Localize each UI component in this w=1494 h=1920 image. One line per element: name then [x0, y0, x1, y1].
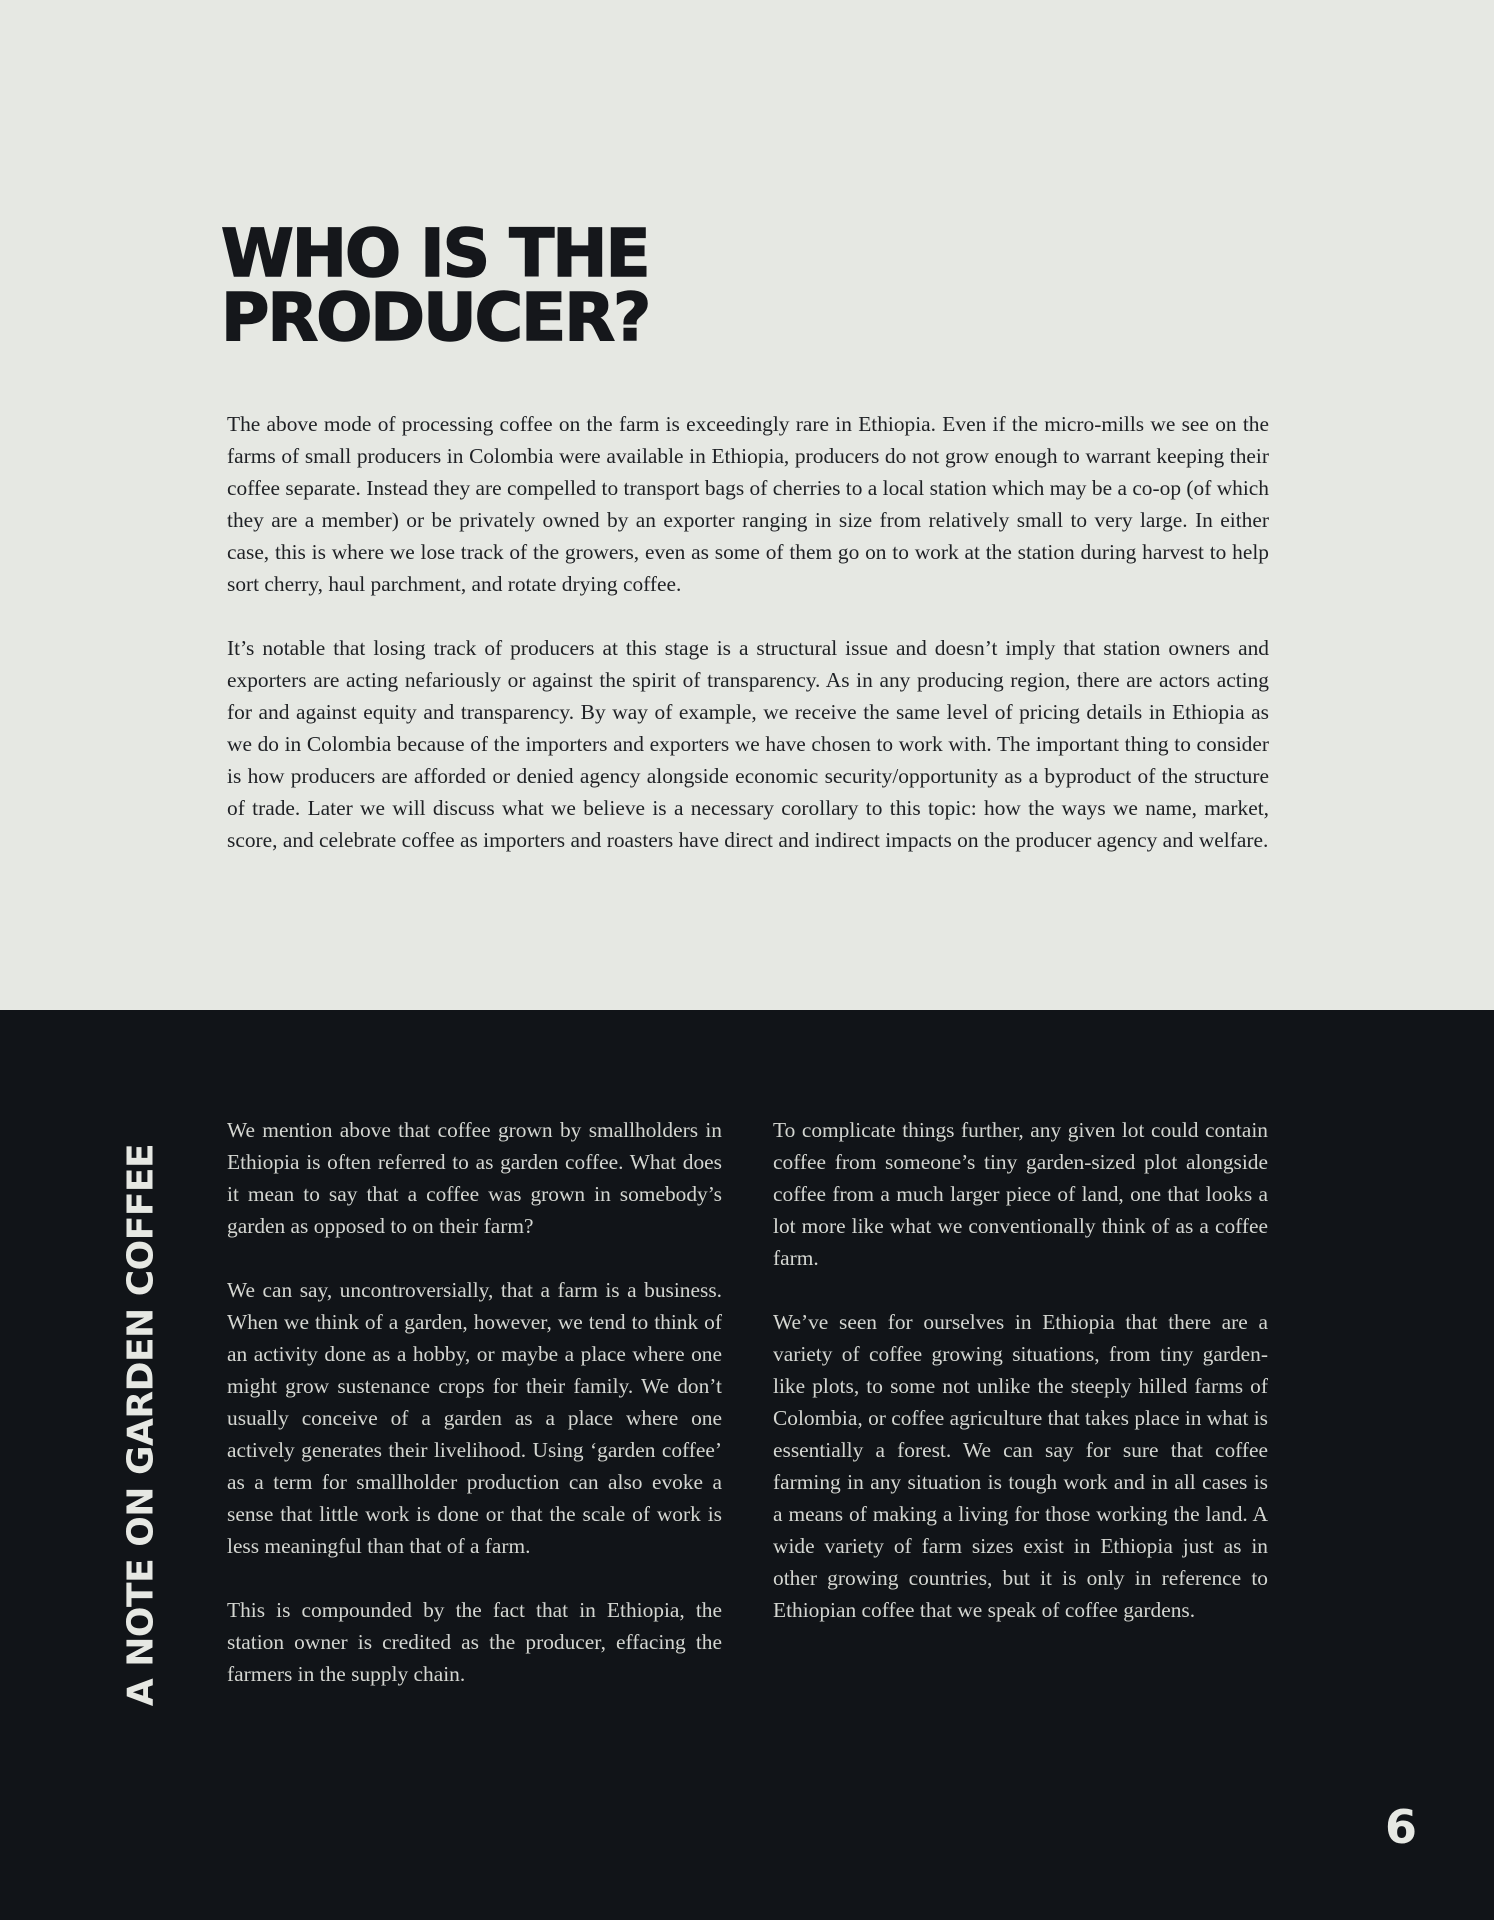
title-line-1: WHO IS THE: [221, 215, 649, 292]
bottom-section: [0, 1010, 1494, 1920]
left-paragraph-3: This is compounded by the fact that in Ethiopia, the station owner is credited as the producer, effacing the farmers in the supply chain.: [227, 1598, 722, 1686]
intro-text: [227, 408, 1269, 888]
title-line-2: PRODUCER?: [221, 279, 650, 356]
page-number: 6: [1384, 1800, 1417, 1854]
intro-paragraph-2: It’s notable that losing track of producers at this stage is a structural issue and doesn’t imply that station owners and exporters are acting nefariously or against the spirit of transparency. As in any producing region, there are actors acting for and against equity and transparency. By way of example, we receive the same level of pricing details in Ethiopia as we do in Colombia because of the importers and exporters we have chosen to work with. The important thing to consider is how producers are afforded or denied agency alongside economic security/opportunity as a byproduct of the structure of trade. Later we will discuss what we believe is a necessary corollary to this topic: how the ways we name, market, score, and celebrate coffee as importers and roasters have direct and indirect impacts on the producer agency and welfare.: [227, 636, 1269, 852]
intro-paragraph-1: The above mode of processing coffee on the farm is exceedingly rare in Ethiopia. Even if the micro-mills we see on the farms of small producers in Colombia were available in Ethiopia, producers do not grow enough to warrant keeping their coffee separate. Instead they are compelled to transport bags of cherries to a local station which may be a co-op (of which they are a member) or be privately owned by an exporter ranging in size from relatively small to very large. In either case, this is where we lose track of the growers, even as some of them go on to work at the station during harvest to help sort cherry, haul parchment, and rotate drying coffee.: [227, 412, 1269, 596]
side-label: A NOTE ON GARDEN COFFEE: [120, 1143, 162, 1707]
right-paragraph-2: We’ve seen for ourselves in Ethiopia that there are a variety of coffee growing situations, from tiny garden-like plots, to some not unlike the steeply hilled farms of Colombia, or coffee agriculture that takes place in what is essentially a forest. We can say for sure that coffee farming in any situation is tough work and in all cases is a means of making a living for those working the land. A wide variety of farm sizes exist in Ethiopia just as in other growing countries, but it is only in reference to Ethiopian coffee that we speak of coffee gardens.: [773, 1310, 1268, 1622]
left-paragraph-1: We mention above that coffee grown by smallholders in Ethiopia is often referred to as garden coffee. What does it mean to say that a coffee was grown in somebody’s garden as opposed to on their farm?: [227, 1118, 722, 1238]
left-column: [227, 1114, 722, 1722]
right-column: [773, 1114, 1268, 1658]
page-title: [221, 215, 650, 356]
right-paragraph-1: To complicate things further, any given lot could contain coffee from someone’s tiny garden-sized plot alongside coffee from a much larger piece of land, one that looks a lot more like what we conventionally think of as a coffee farm.: [773, 1118, 1268, 1270]
left-paragraph-2: We can say, uncontroversially, that a farm is a business. When we think of a garden, however, we tend to think of an activity done as a hobby, or maybe a place where one might grow sustenance crops for their family. We don’t usually conceive of a garden as a place where one actively generates their livelihood. Using ‘garden coffee’ as a term for smallholder production can also evoke a sense that little work is done or that the scale of work is less meaningful than that of a farm.: [227, 1278, 722, 1558]
